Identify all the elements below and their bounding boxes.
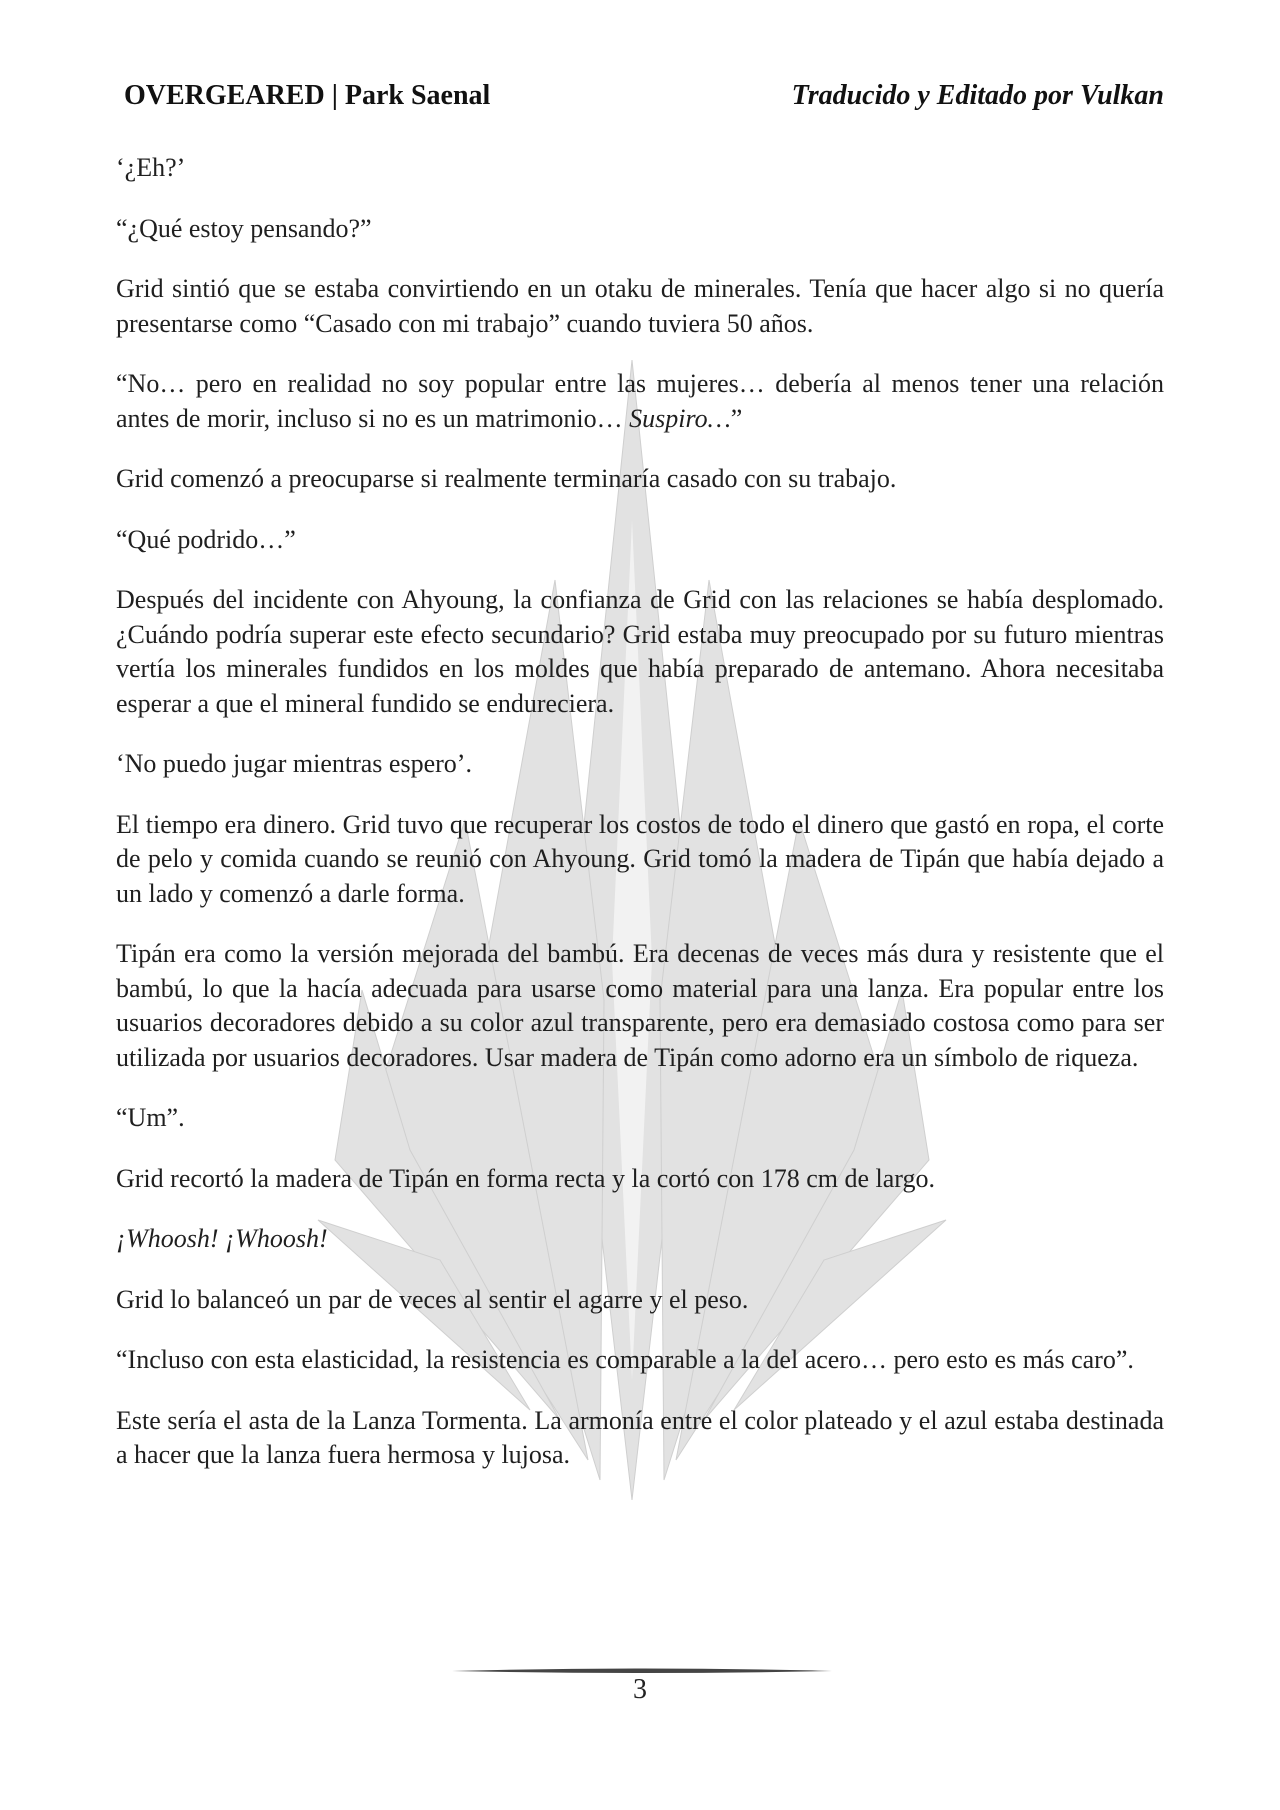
paragraph [116, 367, 1164, 436]
paragraph: “Qué podrido…” [116, 524, 296, 554]
paragraph: ‘¿Eh?’ [116, 153, 186, 182]
sound-effect-paragraph: ¡Whoosh! ¡Whoosh! [116, 1224, 328, 1253]
translator-credit: Traducido y Editado por Vulkan [791, 80, 1164, 111]
chapter-body [116, 151, 1164, 1499]
paragraph-text: ” [730, 403, 743, 433]
paragraph-text: “No… pero en realidad no soy popular entre las mujeres… debería al menos tener una relación antes de morir, incluso si no es un matrimonio… [116, 369, 1164, 433]
page-number: 3 [633, 1674, 647, 1705]
paragraph: Grid lo balanceó un par de veces al sentir el agarre y el peso. [116, 1284, 749, 1314]
paragraph: Tipán era como la versión mejorada del bambú. Era decenas de veces más dura y resistente que el bambú, lo que la hacía adecuada para usarse como material para una lanza. Era popular entre los usuarios decoradores debido a su color azul transparente, pero era demasiado costosa como para ser utilizada por usuarios decoradores. Usar madera de Tipán como adorno era un símbolo de riqueza. [116, 939, 1164, 1072]
paragraph: Grid sintió que se estaba convirtiendo en un otaku de minerales. Tenía que hacer algo si no quería presentarse como “Casado con mi trabajo” cuando tuviera 50 años. [116, 274, 1164, 338]
paragraph: Grid comenzó a preocuparse si realmente terminaría casado con su trabajo. [116, 464, 897, 493]
paragraph: Este sería el asta de la Lanza Tormenta. La armonía entre el color plateado y el azul estaba destinada a hacer que la lanza fuera hermosa y lujosa. [116, 1405, 1164, 1469]
paragraph: “Um”. [116, 1103, 185, 1132]
paragraph: “Incluso con esta elasticidad, la resistencia es comparable a la del acero… pero esto es más caro”. [116, 1345, 1134, 1374]
page-header [124, 74, 1164, 118]
emphasis-text: Suspiro… [629, 403, 731, 433]
paragraph: ‘No puedo jugar mientras espero’. [116, 749, 472, 778]
paragraph: “¿Qué estoy pensando?” [116, 213, 372, 243]
paragraph: Después del incidente con Ahyoung, la confianza de Grid con las relaciones se había desplomado. ¿Cuándo podría superar este efecto secundario? Grid estaba muy preocupado por su futuro mientras vertía los minerales fundidos en los moldes que había preparado de antemano. Ahora necesitaba esperar a que el mineral fundido se endureciera. [116, 585, 1164, 718]
paragraph: El tiempo era dinero. Grid tuvo que recuperar los costos de todo el dinero que gastó en ropa, el corte de pelo y comida cuando se reunió con Ahyoung. Grid tomó la madera de Tipán que había dejado a un lado y comenzó a darle forma. [116, 809, 1164, 908]
book-title: OVERGEARED | Park Saenal [124, 80, 491, 111]
paragraph: Grid recortó la madera de Tipán en forma recta y la cortó con 178 cm de largo. [116, 1163, 935, 1193]
